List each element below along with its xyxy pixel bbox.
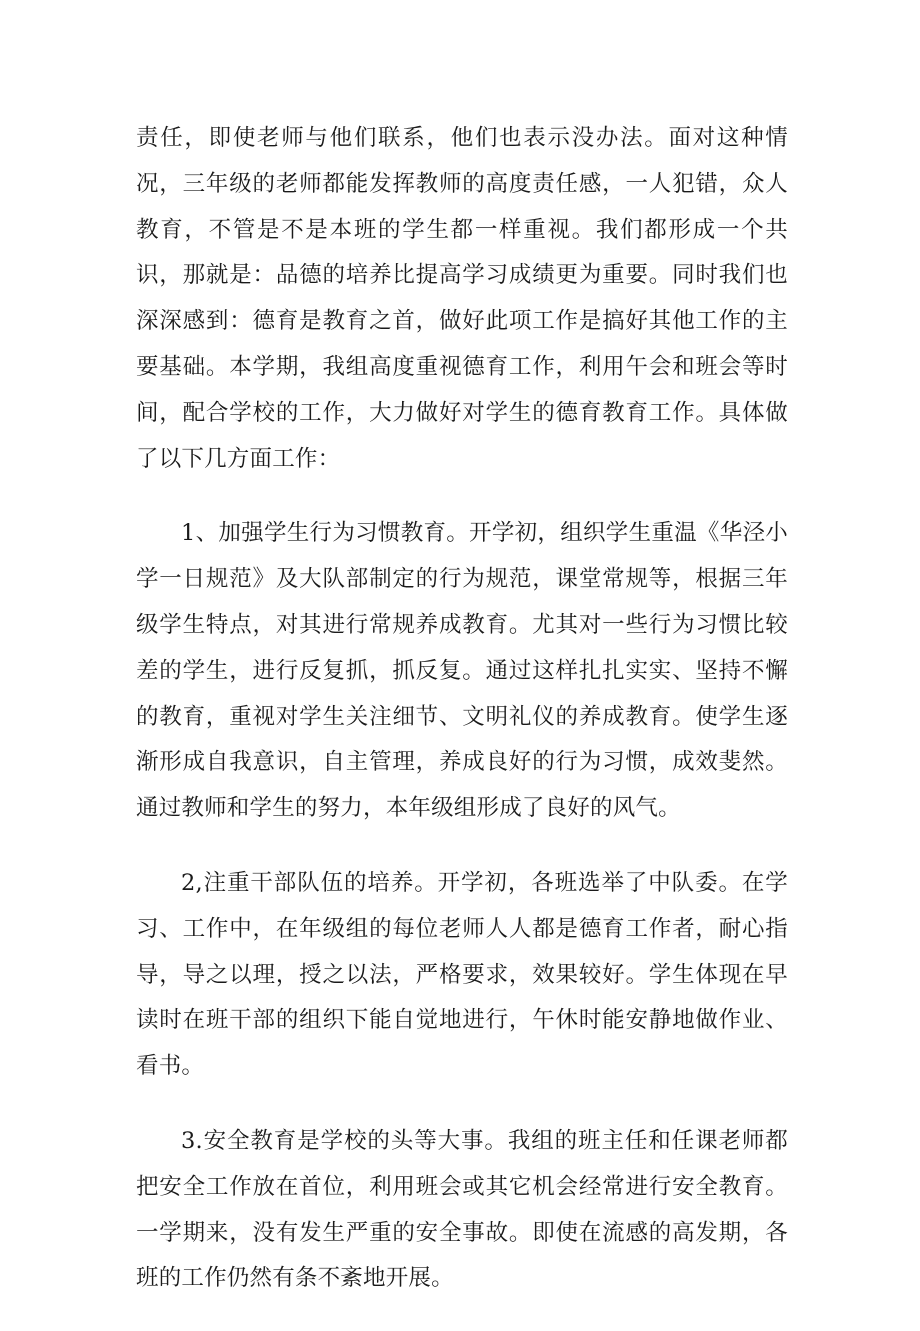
paragraph-continuation: 责任，即使老师与他们联系，他们也表示没办法。面对这种情况，三年级的老师都能发挥教师的高度责任感，一人犯错，众人教育，不管是不是本班的学生都一样重视。我们都形成一个共识，那就是：品德的培养比提高学习成绩更为重要。同时我们也深深感到：德育是教育之首，做好此项工作是搞好其他工作的主要基础。本学期，我组高度重视德育工作，利用午会和班会等时间，配合学校的工作，大力做好对学生的德育教育工作。具体做了以下几方面工作：: [136, 125, 788, 472]
document-body: [136, 116, 788, 1331]
paragraph-item-1: 1、加强学生行为习惯教育。开学初，组织学生重温《华泾小学一日规范》及大队部制定的行为规范，课堂常规等，根据三年级学生特点，对其进行常规养成教育。尤其对一些行为习惯比较差的学生，进行反复抓，抓反复。通过这样扎扎实实、坚持不懈的教育，重视对学生关注细节、文明礼仪的养成教育。使学生逐渐形成自我意识，自主管理，养成良好的行为习惯，成效斐然。通过教师和学生的努力，本年级组形成了良好的风气。: [136, 520, 788, 822]
paragraph-item-3: 3.安全教育是学校的头等大事。我组的班主任和任课老师都把安全工作放在首位，利用班会或其它机会经常进行安全教育。一学期来，没有发生严重的安全事故。即使在流感的高发期，各班的工作仍然有条不紊地开展。: [136, 1127, 788, 1292]
paragraph-item-2: 2,注重干部队伍的培养。开学初，各班选举了中队委。在学习、工作中，在年级组的每位老师人人都是德育工作者，耐心指导，导之以理，授之以法，严格要求，效果较好。学生体现在早读时在班干部的组织下能自觉地进行，午休时能安静地做作业、看书。: [136, 869, 788, 1080]
